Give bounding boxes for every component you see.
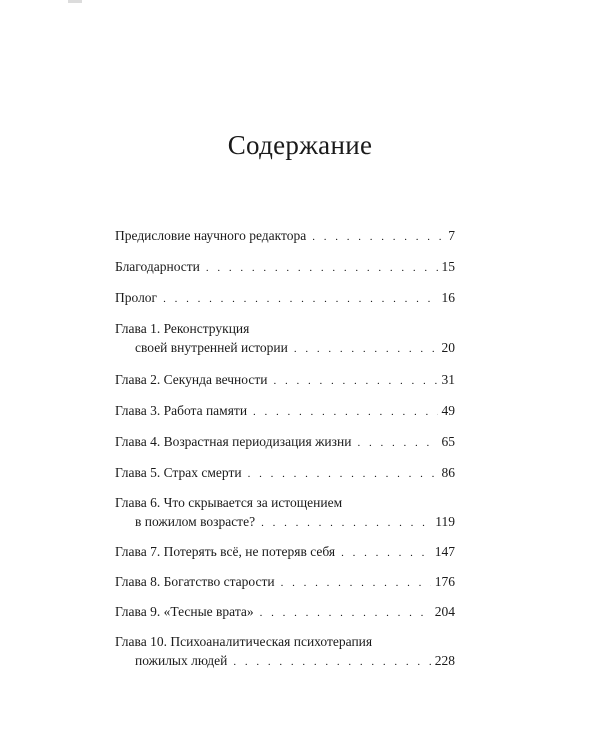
toc-leader-dots — [206, 260, 438, 276]
toc-page-number: 86 — [441, 465, 455, 480]
page-title: Содержание — [227, 130, 373, 160]
toc-entry-title: Глава 3. Работа памяти — [115, 403, 248, 418]
toc-leader-dots — [163, 291, 437, 307]
toc-page-number: 7 — [448, 228, 455, 243]
toc-leader-dots — [274, 373, 438, 389]
toc-entry — [115, 259, 455, 276]
toc-page-number: 176 — [434, 574, 455, 589]
toc-page-number: 147 — [434, 544, 455, 559]
toc-leader-dots — [281, 575, 431, 591]
toc-page-number: 31 — [441, 372, 455, 387]
toc-leader-dots — [294, 341, 438, 357]
toc-entry — [115, 574, 455, 591]
toc-entry-title: Глава 8. Богатство старости — [115, 574, 275, 589]
toc-entry — [115, 604, 455, 621]
toc-entry — [115, 290, 455, 307]
toc-entry-title-continued: в пожилом возрасте? — [135, 514, 256, 529]
toc-entry — [115, 434, 455, 451]
toc-leader-dots — [357, 435, 437, 451]
toc-leader-dots — [312, 229, 444, 245]
toc-leader-dots — [261, 515, 431, 531]
toc-page-number: 204 — [434, 604, 455, 619]
scan-edge-mark — [68, 0, 82, 3]
toc-entry — [115, 544, 455, 561]
toc-entry-title: Глава 4. Возрастная периодизация жизни — [115, 434, 352, 449]
toc-leader-dots — [260, 605, 431, 621]
toc-leader-dots — [341, 545, 431, 561]
toc-leader-dots — [233, 654, 430, 670]
toc-leader-dots — [253, 404, 437, 420]
toc-entry-title-continued: своей внутренней истории — [135, 340, 288, 355]
toc-entry-title: Глава 6. Что скрывается за истощением — [115, 495, 343, 510]
toc-entry-title-continued: пожилых людей — [135, 653, 228, 668]
toc-page-number: 16 — [441, 290, 455, 305]
toc-entry-title: Предисловие научного редактора — [115, 228, 307, 243]
toc-entry — [115, 465, 455, 482]
toc-entry — [115, 228, 455, 245]
toc-page-number: 15 — [441, 259, 455, 274]
toc-entry — [115, 321, 455, 357]
toc-entry-title: Глава 9. «Тесные врата» — [115, 604, 254, 619]
toc-entry — [115, 495, 455, 531]
toc-entry-title: Глава 2. Секунда вечности — [115, 372, 268, 387]
toc-entry-title: Глава 7. Потерять всё, не потеряв себя — [115, 544, 336, 559]
toc-page-number: 49 — [441, 403, 455, 418]
toc-entry-title: Глава 5. Страх смерти — [115, 465, 242, 480]
toc-page-number: 228 — [434, 653, 455, 668]
toc-entry — [115, 403, 455, 420]
toc-entry-title: Благодарности — [115, 259, 200, 274]
toc-page-number: 65 — [441, 434, 455, 449]
toc-entry-title: Пролог — [115, 290, 158, 305]
toc-entry-title: Глава 10. Психоаналитическая психотерапия — [115, 634, 373, 649]
toc-page-number: 119 — [435, 514, 455, 529]
toc-entry — [115, 634, 455, 670]
toc-entry-title: Глава 1. Реконструкция — [115, 321, 250, 336]
toc-entry — [115, 372, 455, 389]
toc-leader-dots — [248, 466, 438, 482]
toc-page-number: 20 — [441, 340, 455, 355]
